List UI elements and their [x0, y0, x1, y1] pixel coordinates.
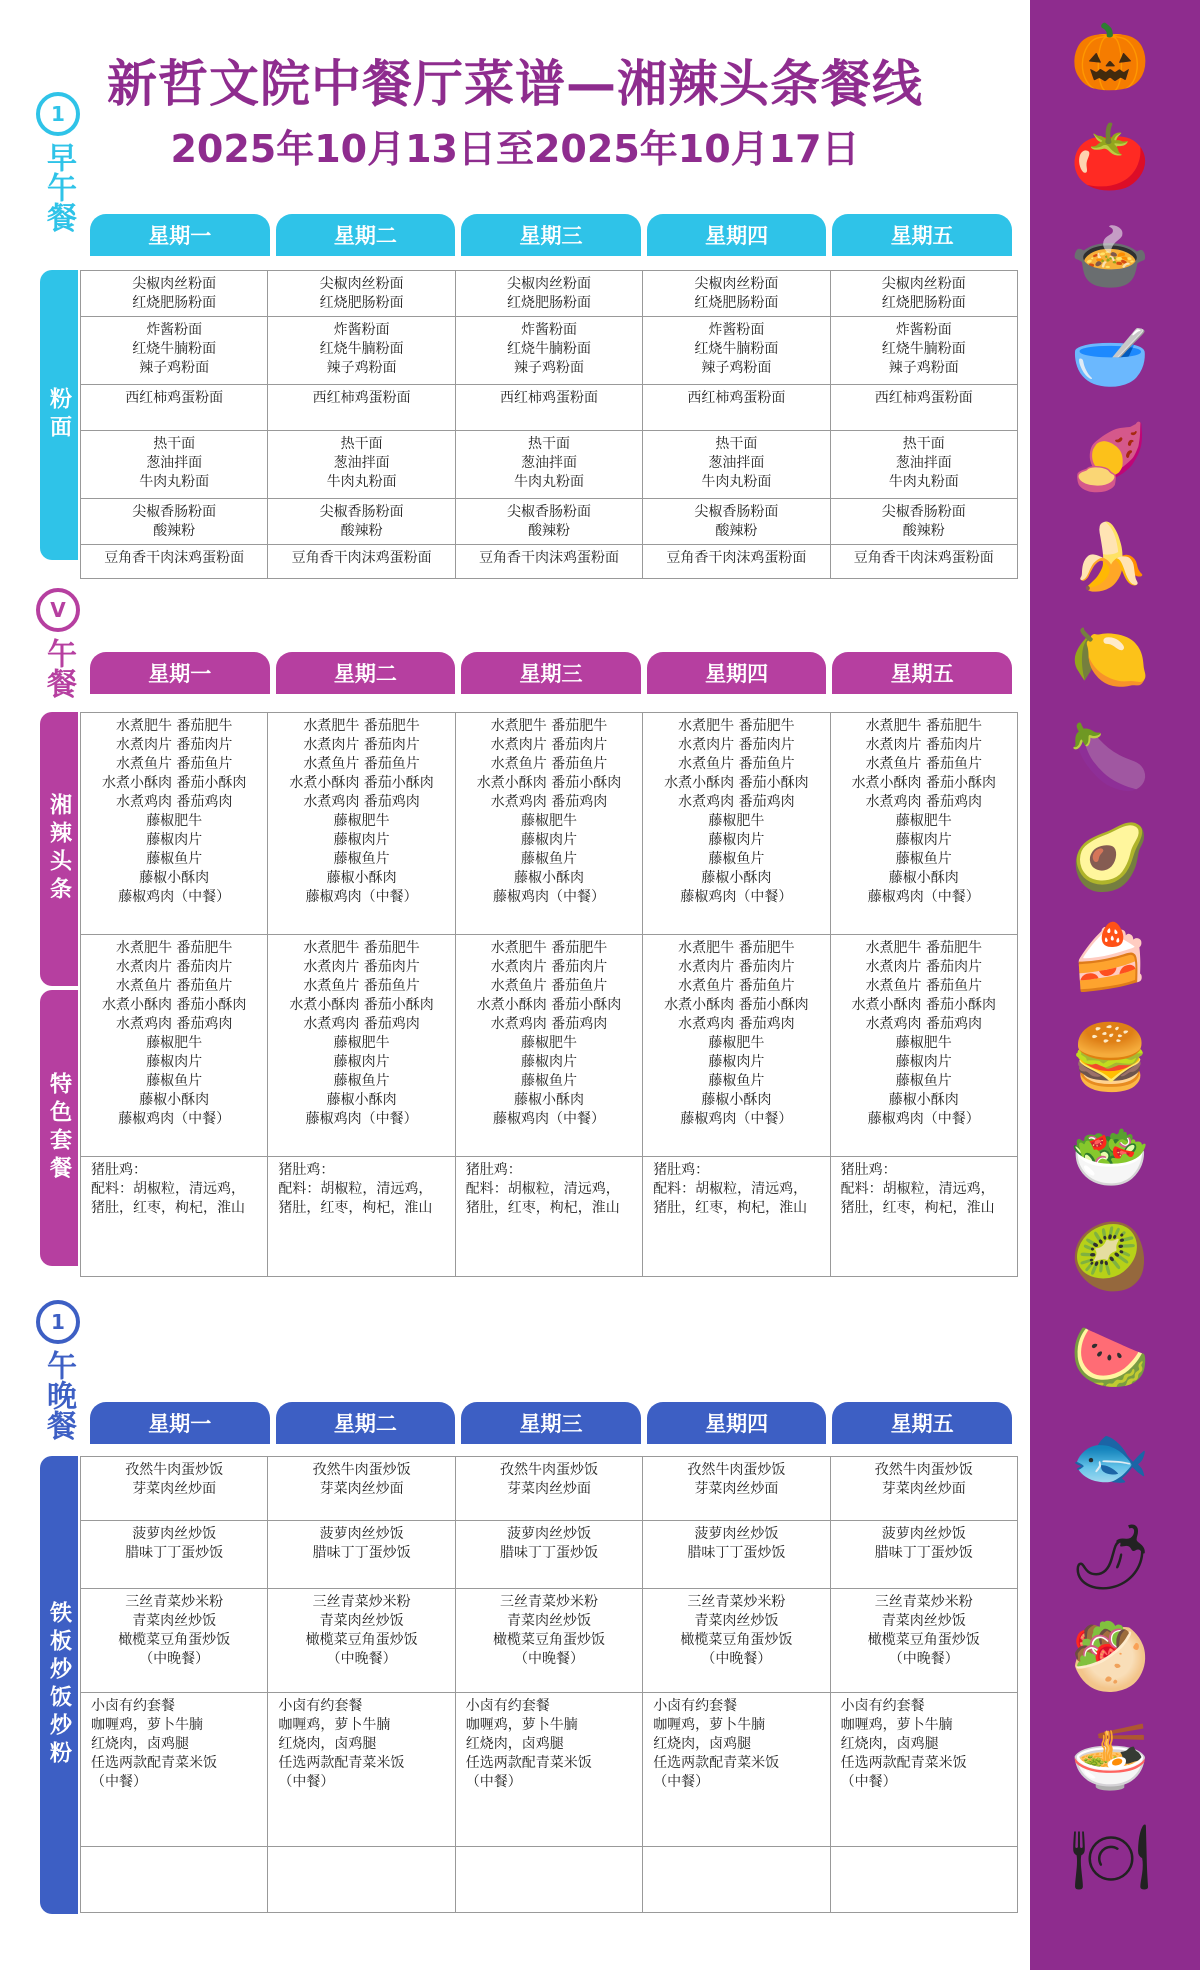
pumpkin-icon: 🎃	[1070, 21, 1150, 95]
menu-cell: 菠萝肉丝炒饭 腊味丁丁蛋炒饭	[643, 1521, 830, 1589]
breakfast-side-label: 粉面	[40, 270, 78, 560]
menu-cell: 小卤有约套餐 咖喱鸡，萝卜牛腩 红烧肉，卤鸡腿 任选两款配青菜米饭 （中餐）	[456, 1693, 643, 1847]
menu-cell: 小卤有约套餐 咖喱鸡，萝卜牛腩 红烧肉，卤鸡腿 任选两款配青菜米饭 （中餐）	[831, 1693, 1018, 1847]
day-header-2: 星期二	[276, 1402, 456, 1444]
day-header-5: 星期五	[832, 1402, 1012, 1444]
tomato-icon: 🍅	[1070, 121, 1150, 195]
cloche-icon: 🍽	[1070, 1821, 1152, 1895]
menu-cell: 孜然牛肉蛋炒饭 芽菜肉丝炒面	[831, 1457, 1018, 1521]
decor-column	[1030, 0, 1200, 1970]
cake-icon: 🍰	[1070, 921, 1150, 995]
day-header-4: 星期四	[647, 214, 827, 256]
menu-cell: 尖椒香肠粉面 酸辣粉	[81, 499, 268, 545]
menu-cell: 水煮肥牛 番茄肥牛 水煮肉片 番茄肉片 水煮鱼片 番茄鱼片 水煮小酥肉 番茄小酥肉 水煮鸡肉 番茄鸡肉 藤椒肥牛 藤椒肉片 藤椒鱼片 藤椒小酥肉 藤椒鸡肉（中餐）	[831, 713, 1018, 935]
menu-cell: 菠萝肉丝炒饭 腊味丁丁蛋炒饭	[268, 1521, 455, 1589]
day-header-4: 星期四	[647, 652, 827, 694]
day-header-3: 星期三	[461, 652, 641, 694]
menu-cell: 三丝青菜炒米粉 青菜肉丝炒饭 橄榄菜豆角蛋炒饭 （中晚餐）	[268, 1589, 455, 1693]
salad-bowl-icon: 🥗	[1070, 1121, 1150, 1195]
menu-cell: 水煮肥牛 番茄肥牛 水煮肉片 番茄肉片 水煮鱼片 番茄鱼片 水煮小酥肉 番茄小酥肉 水煮鸡肉 番茄鸡肉 藤椒肥牛 藤椒肉片 藤椒鱼片 藤椒小酥肉 藤椒鸡肉（中餐）	[643, 935, 830, 1157]
menu-cell: 热干面 葱油拌面 牛肉丸粉面	[831, 431, 1018, 499]
lunch-number-icon: V	[36, 588, 80, 632]
menu-cell: 三丝青菜炒米粉 青菜肉丝炒饭 橄榄菜豆角蛋炒饭 （中晚餐）	[831, 1589, 1018, 1693]
menu-cell: 尖椒香肠粉面 酸辣粉	[643, 499, 830, 545]
menu-cell: 孜然牛肉蛋炒饭 芽菜肉丝炒面	[643, 1457, 830, 1521]
menu-cell: 西红柿鸡蛋粉面	[643, 385, 830, 431]
day-header-4: 星期四	[647, 1402, 827, 1444]
watermelon-icon: 🍉	[1070, 1321, 1150, 1395]
menu-cell: 热干面 葱油拌面 牛肉丸粉面	[268, 431, 455, 499]
menu-cell: 豆角香干肉沫鸡蛋粉面	[81, 545, 268, 579]
burger-icon: 🍔	[1070, 1021, 1150, 1095]
pepper-icon: 🌶	[1070, 1521, 1152, 1595]
menu-cell: 炸酱粉面 红烧牛腩粉面 辣子鸡粉面	[831, 317, 1018, 385]
menu-cell: 尖椒肉丝粉面 红烧肥肠粉面	[456, 271, 643, 317]
lemon-icon: 🍋	[1070, 621, 1150, 695]
menu-cell: 孜然牛肉蛋炒饭 芽菜肉丝炒面	[81, 1457, 268, 1521]
menu-cell	[456, 1847, 643, 1913]
lunch-day-header	[90, 652, 1012, 694]
menu-cell: 三丝青菜炒米粉 青菜肉丝炒饭 橄榄菜豆角蛋炒饭 （中晚餐）	[643, 1589, 830, 1693]
menu-cell: 热干面 葱油拌面 牛肉丸粉面	[456, 431, 643, 499]
menu-cell: 小卤有约套餐 咖喱鸡，萝卜牛腩 红烧肉，卤鸡腿 任选两款配青菜米饭 （中餐）	[81, 1693, 268, 1847]
menu-cell: 豆角香干肉沫鸡蛋粉面	[643, 545, 830, 579]
menu-cell: 热干面 葱油拌面 牛肉丸粉面	[643, 431, 830, 499]
day-header-2: 星期二	[276, 652, 456, 694]
menu-cell: 水煮肥牛 番茄肥牛 水煮肉片 番茄肉片 水煮鱼片 番茄鱼片 水煮小酥肉 番茄小酥肉 水煮鸡肉 番茄鸡肉 藤椒肥牛 藤椒肉片 藤椒鱼片 藤椒小酥肉 藤椒鸡肉（中餐）	[268, 935, 455, 1157]
breakfast-day-header	[90, 214, 1012, 256]
menu-cell: 炸酱粉面 红烧牛腩粉面 辣子鸡粉面	[643, 317, 830, 385]
menu-cell: 水煮肥牛 番茄肥牛 水煮肉片 番茄肉片 水煮鱼片 番茄鱼片 水煮小酥肉 番茄小酥肉 水煮鸡肉 番茄鸡肉 藤椒肥牛 藤椒肉片 藤椒鱼片 藤椒小酥肉 藤椒鸡肉（中餐）	[456, 713, 643, 935]
menu-cell: 豆角香干肉沫鸡蛋粉面	[456, 545, 643, 579]
menu-cell: 炸酱粉面 红烧牛腩粉面 辣子鸡粉面	[456, 317, 643, 385]
menu-cell: 菠萝肉丝炒饭 腊味丁丁蛋炒饭	[831, 1521, 1018, 1589]
menu-cell: 猪肚鸡： 配料：胡椒粒，清远鸡， 猪肚，红枣，枸杞，淮山	[456, 1157, 643, 1277]
bowl-icon: 🥣	[1070, 321, 1150, 395]
soup-bowl-icon: 🍲	[1070, 221, 1150, 295]
menu-cell: 猪肚鸡： 配料：胡椒粒，清远鸡， 猪肚，红枣，枸杞，淮山	[81, 1157, 268, 1277]
menu-cell: 炸酱粉面 红烧牛腩粉面 辣子鸡粉面	[81, 317, 268, 385]
day-header-2: 星期二	[276, 214, 456, 256]
menu-cell: 三丝青菜炒米粉 青菜肉丝炒饭 橄榄菜豆角蛋炒饭 （中晚餐）	[81, 1589, 268, 1693]
menu-cell: 水煮肥牛 番茄肥牛 水煮肉片 番茄肉片 水煮鱼片 番茄鱼片 水煮小酥肉 番茄小酥肉 水煮鸡肉 番茄鸡肉 藤椒肥牛 藤椒肉片 藤椒鱼片 藤椒小酥肉 藤椒鸡肉（中餐）	[81, 713, 268, 935]
breakfast-grid	[80, 270, 1018, 579]
lunch-grid	[80, 712, 1018, 1277]
menu-cell: 水煮肥牛 番茄肥牛 水煮肉片 番茄肉片 水煮鱼片 番茄鱼片 水煮小酥肉 番茄小酥肉 水煮鸡肉 番茄鸡肉 藤椒肥牛 藤椒肉片 藤椒鱼片 藤椒小酥肉 藤椒鸡肉（中餐）	[268, 713, 455, 935]
lunch-label-text: 午餐	[41, 638, 76, 698]
menu-cell: 水煮肥牛 番茄肥牛 水煮肉片 番茄肉片 水煮鱼片 番茄鱼片 水煮小酥肉 番茄小酥肉 水煮鸡肉 番茄鸡肉 藤椒肥牛 藤椒肉片 藤椒鱼片 藤椒小酥肉 藤椒鸡肉（中餐）	[643, 713, 830, 935]
menu-cell	[268, 1847, 455, 1913]
menu-cell: 尖椒肉丝粉面 红烧肥肠粉面	[81, 271, 268, 317]
dinner-side-label: 铁板炒饭炒粉	[40, 1456, 78, 1914]
lunch-side-label-2: 特色套餐	[40, 990, 78, 1266]
menu-cell: 水煮肥牛 番茄肥牛 水煮肉片 番茄肉片 水煮鱼片 番茄鱼片 水煮小酥肉 番茄小酥肉 水煮鸡肉 番茄鸡肉 藤椒肥牛 藤椒肉片 藤椒鱼片 藤椒小酥肉 藤椒鸡肉（中餐）	[456, 935, 643, 1157]
menu-cell: 三丝青菜炒米粉 青菜肉丝炒饭 橄榄菜豆角蛋炒饭 （中晚餐）	[456, 1589, 643, 1693]
day-header-5: 星期五	[832, 214, 1012, 256]
menu-cell: 尖椒肉丝粉面 红烧肥肠粉面	[268, 271, 455, 317]
dinner-grid	[80, 1456, 1018, 1913]
lunch-side-label-1: 湘辣头条	[40, 712, 78, 986]
menu-cell: 西红柿鸡蛋粉面	[81, 385, 268, 431]
breakfast-label-text: 早午餐	[41, 142, 76, 232]
menu-cell	[643, 1847, 830, 1913]
day-header-3: 星期三	[461, 1402, 641, 1444]
menu-cell: 猪肚鸡： 配料：胡椒粒，清远鸡， 猪肚，红枣，枸杞，淮山	[831, 1157, 1018, 1277]
menu-cell: 小卤有约套餐 咖喱鸡，萝卜牛腩 红烧肉，卤鸡腿 任选两款配青菜米饭 （中餐）	[643, 1693, 830, 1847]
dinner-label	[28, 1300, 88, 1440]
salad-icon: 🥙	[1070, 1621, 1150, 1695]
menu-cell: 尖椒香肠粉面 酸辣粉	[268, 499, 455, 545]
page-title: 新哲文院中餐厅菜谱—湘辣头条餐线	[107, 55, 923, 113]
menu-cell	[81, 1847, 268, 1913]
eggplant-icon: 🍆	[1070, 721, 1150, 795]
day-header-1: 星期一	[90, 652, 270, 694]
avocado-icon: 🥑	[1070, 821, 1150, 895]
menu-cell: 豆角香干肉沫鸡蛋粉面	[268, 545, 455, 579]
day-header-1: 星期一	[90, 1402, 270, 1444]
breakfast-number-icon: 1	[36, 92, 80, 136]
fish-icon: 🐟	[1070, 1421, 1150, 1495]
menu-cell: 尖椒肉丝粉面 红烧肥肠粉面	[831, 271, 1018, 317]
menu-cell: 尖椒肉丝粉面 红烧肥肠粉面	[643, 271, 830, 317]
dinner-number-icon: 1	[36, 1300, 80, 1344]
menu-cell: 西红柿鸡蛋粉面	[456, 385, 643, 431]
menu-cell: 小卤有约套餐 咖喱鸡，萝卜牛腩 红烧肉，卤鸡腿 任选两款配青菜米饭 （中餐）	[268, 1693, 455, 1847]
menu-cell: 孜然牛肉蛋炒饭 芽菜肉丝炒面	[456, 1457, 643, 1521]
day-header-3: 星期三	[461, 214, 641, 256]
dinner-label-text: 午晚餐	[41, 1350, 76, 1440]
dinner-day-header	[90, 1402, 1012, 1444]
menu-cell: 豆角香干肉沫鸡蛋粉面	[831, 545, 1018, 579]
noodle-bowl-icon: 🍜	[1070, 1721, 1150, 1795]
menu-cell: 尖椒香肠粉面 酸辣粉	[456, 499, 643, 545]
menu-cell: 孜然牛肉蛋炒饭 芽菜肉丝炒面	[268, 1457, 455, 1521]
kiwi-icon: 🥝	[1070, 1221, 1150, 1295]
menu-cell: 猪肚鸡： 配料：胡椒粒，清远鸡， 猪肚，红枣，枸杞，淮山	[268, 1157, 455, 1277]
breakfast-label	[28, 92, 88, 232]
banana-icon: 🍌	[1070, 521, 1150, 595]
menu-cell: 西红柿鸡蛋粉面	[831, 385, 1018, 431]
menu-cell: 菠萝肉丝炒饭 腊味丁丁蛋炒饭	[456, 1521, 643, 1589]
day-header-1: 星期一	[90, 214, 270, 256]
menu-cell: 热干面 葱油拌面 牛肉丸粉面	[81, 431, 268, 499]
menu-cell	[831, 1847, 1018, 1913]
menu-cell: 西红柿鸡蛋粉面	[268, 385, 455, 431]
menu-cell: 菠萝肉丝炒饭 腊味丁丁蛋炒饭	[81, 1521, 268, 1589]
day-header-5: 星期五	[832, 652, 1012, 694]
lunch-label	[28, 588, 88, 698]
menu-cell: 尖椒香肠粉面 酸辣粉	[831, 499, 1018, 545]
menu-cell: 水煮肥牛 番茄肥牛 水煮肉片 番茄肉片 水煮鱼片 番茄鱼片 水煮小酥肉 番茄小酥肉 水煮鸡肉 番茄鸡肉 藤椒肥牛 藤椒肉片 藤椒鱼片 藤椒小酥肉 藤椒鸡肉（中餐）	[81, 935, 268, 1157]
menu-cell: 炸酱粉面 红烧牛腩粉面 辣子鸡粉面	[268, 317, 455, 385]
beet-icon: 🍠	[1070, 421, 1150, 495]
menu-cell: 水煮肥牛 番茄肥牛 水煮肉片 番茄肉片 水煮鱼片 番茄鱼片 水煮小酥肉 番茄小酥肉 水煮鸡肉 番茄鸡肉 藤椒肥牛 藤椒肉片 藤椒鱼片 藤椒小酥肉 藤椒鸡肉（中餐）	[831, 935, 1018, 1157]
menu-cell: 猪肚鸡： 配料：胡椒粒，清远鸡， 猪肚，红枣，枸杞，淮山	[643, 1157, 830, 1277]
page-subtitle: 2025年10月13日至2025年10月17日	[170, 127, 860, 171]
